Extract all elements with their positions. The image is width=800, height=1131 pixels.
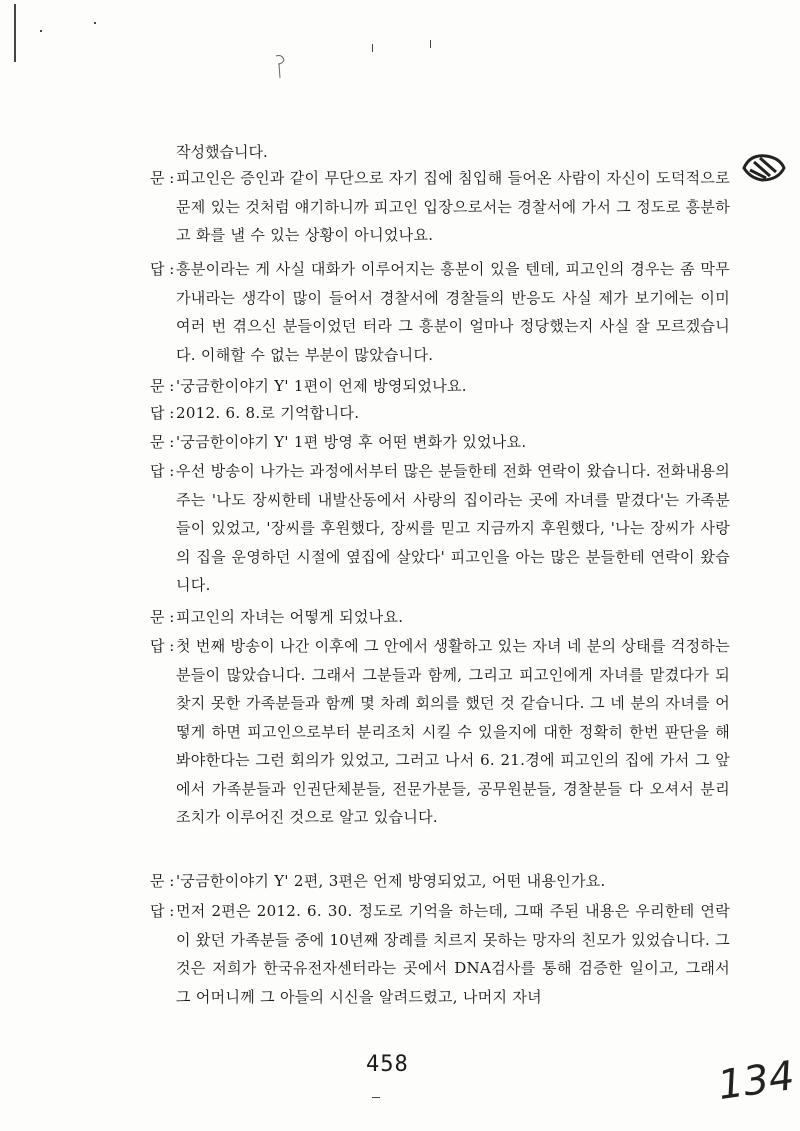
- scan-artifact: [372, 1097, 380, 1098]
- entry-tag: 문 :: [150, 169, 175, 187]
- entry-tag: 문 :: [150, 433, 175, 451]
- scan-artifact: [372, 44, 373, 52]
- entry-tag: 답 :: [150, 260, 175, 278]
- entry-text: 피고인의 자녀는 어떻게 되었나요.: [176, 608, 404, 626]
- entry-tag: 답 :: [150, 462, 175, 480]
- entry-text: '궁금한이야기 Y' 1편 방영 후 어떤 변화가 있었나요.: [176, 433, 527, 451]
- entry-text: 흥분이라는 게 사실 대화가 이루어지는 흥분이 있을 텐데, 피고인의 경우는 좀 막무가내라는 생각이 많이 들어서 경찰서에 경찰들의 반응도 사실 제가 보기에는 이미 여러 번 겪으신 분들이었던 터라 그 흥분이 얼마나 정당했는지 사실 잘 모르겠습니다. 이해할 수 없는 부분이 많았습니다.: [176, 260, 730, 364]
- entry-text: '궁금한이야기 Y' 2편, 3편은 언제 방영되었고, 어떤 내용인가요.: [176, 872, 606, 890]
- scan-artifact: [14, 4, 16, 62]
- entry-tag: 문 :: [150, 377, 175, 395]
- entry-text: 피고인은 증인과 같이 무단으로 자기 집에 침입해 들어온 사람이 자신이 도덕적으로 문제 있는 것처럼 얘기하니까 피고인 입장으로서는 경찰서에 가서 그 정도로 흥분하고 화를 낼 수 있는 상황이 아니었나요.: [176, 169, 730, 244]
- entry-text: 첫 번째 방송이 나간 이후에 그 안에서 생활하고 있는 자녀 네 분의 상태를 걱정하는 분들이 많았습니다. 그래서 그분들과 함께, 그리고 피고인에게 자녀를 맡겼다가 되찾지 못한 가족분들과 함께 몇 차례 회의를 했던 것 같습니다. 그 네 분의 자녀를 어떻게 하면 피고인으로부터 분리조치 시킬 수 있을지에 대한 정확히 한번 판단을 해 봐야한다는 그런 회의가 있었고, 그러고 나서 6. 21.경에 피고인의 집에 가서 그 앞에서 가족분들과 인권단체분들, 전문가분들, 공무원분들, 경찰분들 다 오셔서 분리조치가 이루어진 것으로 알고 있습니다.: [176, 637, 730, 826]
- qa-entry-question: [150, 603, 730, 632]
- stamp-mark-icon: [740, 148, 788, 188]
- qa-entry-question: [150, 428, 730, 457]
- qa-entry-question: [150, 164, 730, 250]
- qa-entry-answer: [150, 632, 730, 832]
- entry-tag: 답 :: [150, 637, 175, 655]
- page-number: 458: [366, 1052, 409, 1077]
- handwritten-page-number: 134: [715, 1052, 798, 1110]
- qa-entry-answer: [150, 897, 730, 1011]
- qa-entry-answer: [150, 457, 730, 600]
- entry-text: '궁금한이야기 Y' 1편이 언제 방영되었나요.: [176, 377, 467, 395]
- scan-mark-icon: [270, 52, 290, 82]
- entry-text: 먼저 2편은 2012. 6. 30. 정도로 기억을 하는데, 그때 주된 내용은 우리한테 연락이 왔던 가족분들 중에 10년째 장례를 치르지 못하는 망자의 친모가 있었습니다. 그것은 저희가 한국유전자센터라는 곳에서 DNA검사를 통해 검증한 일이고, 그래서 그 어머니께 그 아들의 시신을 알려드렸고, 나머지 자녀: [176, 902, 730, 1006]
- qa-entry-answer: [150, 399, 730, 428]
- qa-entry-question: [150, 867, 730, 896]
- continued-text-line: 작성했습니다.: [176, 143, 268, 161]
- scan-artifact: [430, 40, 431, 48]
- entry-text: 2012. 6. 8.로 기억합니다.: [176, 404, 360, 422]
- entry-tag: 답 :: [150, 902, 175, 920]
- qa-entry-answer: [150, 255, 730, 369]
- qa-entry-question: [150, 372, 730, 401]
- entry-tag: 문 :: [150, 872, 175, 890]
- scan-artifact: [94, 22, 96, 24]
- entry-tag: 문 :: [150, 608, 175, 626]
- entry-text: 우선 방송이 나가는 과정에서부터 많은 분들한테 전화 연락이 왔습니다. 전화내용의 주는 '나도 장씨한테 내발산동에서 사랑의 집이라는 곳에 자녀를 맡겼다'는 가족분들이 있었고, '장씨를 후원했다, 장씨를 믿고 지금까지 후원했다, '나는 장씨가 사랑의 집을 운영하던 시절에 옆집에 살았다' 피고인을 아는 많은 분들한테 연락이 왔습니다.: [176, 462, 730, 594]
- entry-tag: 답 :: [150, 404, 175, 422]
- scan-artifact: [40, 30, 42, 32]
